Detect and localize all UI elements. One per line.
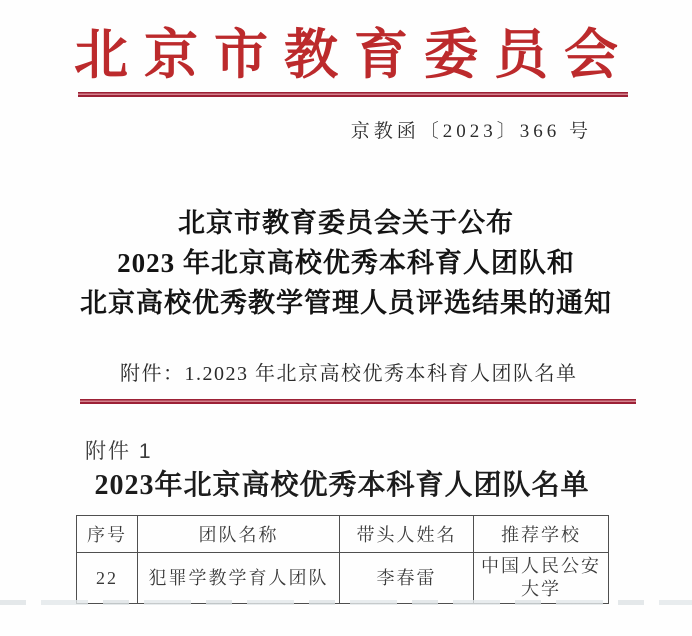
appendix-label: 附件 1 (85, 440, 153, 463)
roster-table-title: 2023年北京高校优秀本科育人团队名单 (94, 470, 590, 501)
scan-artifact-dashes (0, 600, 692, 605)
document-number: 京教函〔2023〕366 号 (350, 121, 592, 142)
cell-leader-name: 李春雷 (340, 553, 474, 604)
attachment-reference-line: 附件：1.2023 年北京高校优秀本科育人团队名单 (120, 363, 578, 385)
letterhead-red-rule (78, 92, 628, 97)
column-header-serial-no: 序号 (77, 516, 138, 553)
cell-recommending-school: 中国人民公安大学 (474, 553, 609, 604)
letterhead-org-name: 北京市教育委员会 (74, 25, 634, 85)
notice-title-line-2: 2023 年北京高校优秀本科育人团队和 (117, 248, 575, 278)
notice-title-line-3: 北京高校优秀教学管理人员评选结果的通知 (80, 288, 612, 318)
column-header-leader-name: 带头人姓名 (340, 516, 474, 553)
column-header-recommending-school: 推荐学校 (474, 516, 609, 553)
notice-title-line-1: 北京市教育委员会关于公布 (178, 208, 514, 238)
column-header-team-name: 团队名称 (138, 516, 340, 553)
roster-header-row (77, 516, 609, 553)
notice-title (0, 203, 692, 323)
roster-table (76, 515, 609, 604)
table-row (77, 553, 609, 604)
attachment-red-rule (80, 399, 636, 404)
cell-serial-no: 22 (77, 553, 138, 604)
cell-team-name: 犯罪学教学育人团队 (138, 553, 340, 604)
